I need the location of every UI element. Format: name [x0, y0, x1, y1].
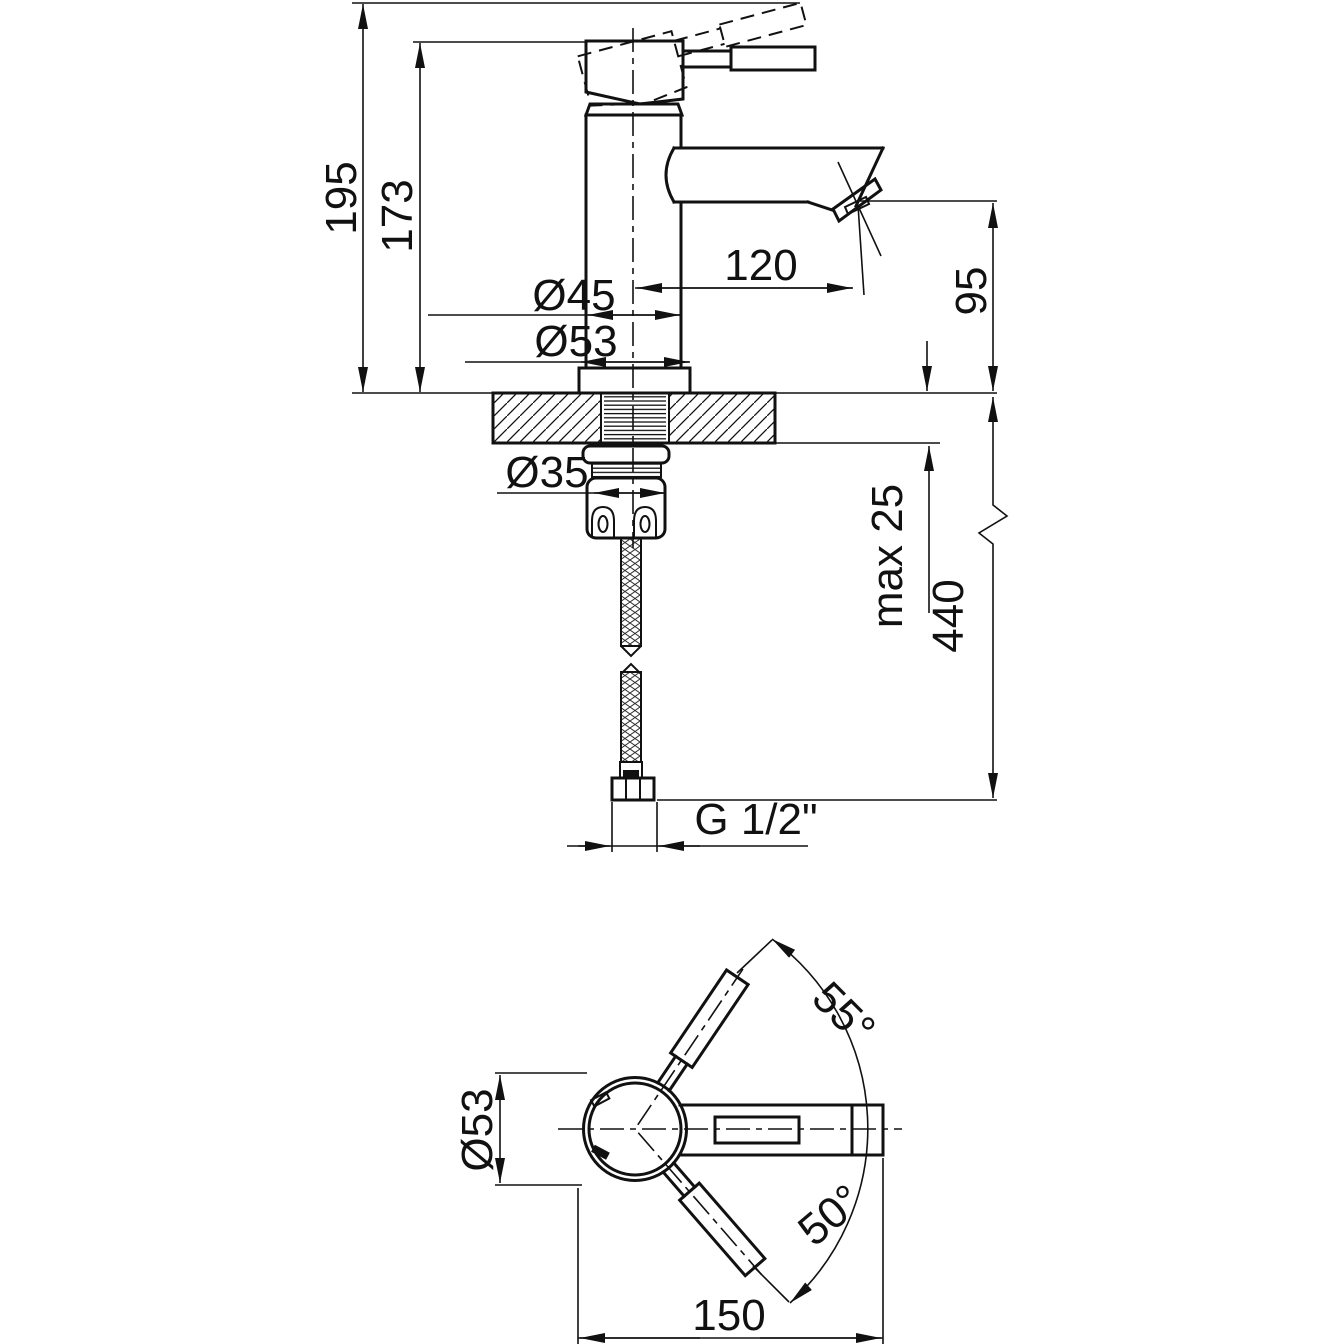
dim-height-total: 195	[317, 161, 366, 235]
dim-dia-shank: Ø35	[505, 448, 589, 497]
hose-end-nut	[612, 778, 654, 800]
dim-angle-down: 50°	[789, 1175, 872, 1256]
spout-top	[680, 1105, 883, 1155]
dim-hose-length: 440	[924, 579, 973, 653]
handle-down-position	[628, 1124, 771, 1283]
dim-height-to-head: 173	[373, 179, 422, 253]
dim-thread: G 1/2"	[694, 795, 818, 844]
threaded-shank	[604, 394, 666, 442]
base-flange	[579, 368, 690, 393]
dim-dia-body: Ø45	[532, 271, 616, 320]
top-view	[453, 939, 902, 1344]
dim-dia-base: Ø53	[534, 317, 618, 366]
mounting-hardware	[583, 446, 669, 538]
countertop-section	[493, 393, 775, 443]
handle-grip-top	[715, 1117, 799, 1143]
dim-angle-up: 55°	[802, 972, 885, 1055]
handle-horizontal	[683, 47, 815, 70]
dim-spout-height: 95	[947, 266, 996, 316]
front-view	[317, 0, 1007, 852]
dim-overall-width: 150	[692, 1291, 766, 1340]
dim-dia-head-top: Ø53	[453, 1088, 502, 1172]
flex-hose	[612, 538, 654, 800]
stream-direction-line	[838, 162, 881, 256]
dim-spout-reach: 120	[724, 241, 798, 290]
dim-counter-thickness: max 25	[863, 483, 912, 629]
dimensions-top	[453, 939, 884, 1344]
handle-up-position	[627, 962, 754, 1132]
aerator	[833, 179, 881, 221]
